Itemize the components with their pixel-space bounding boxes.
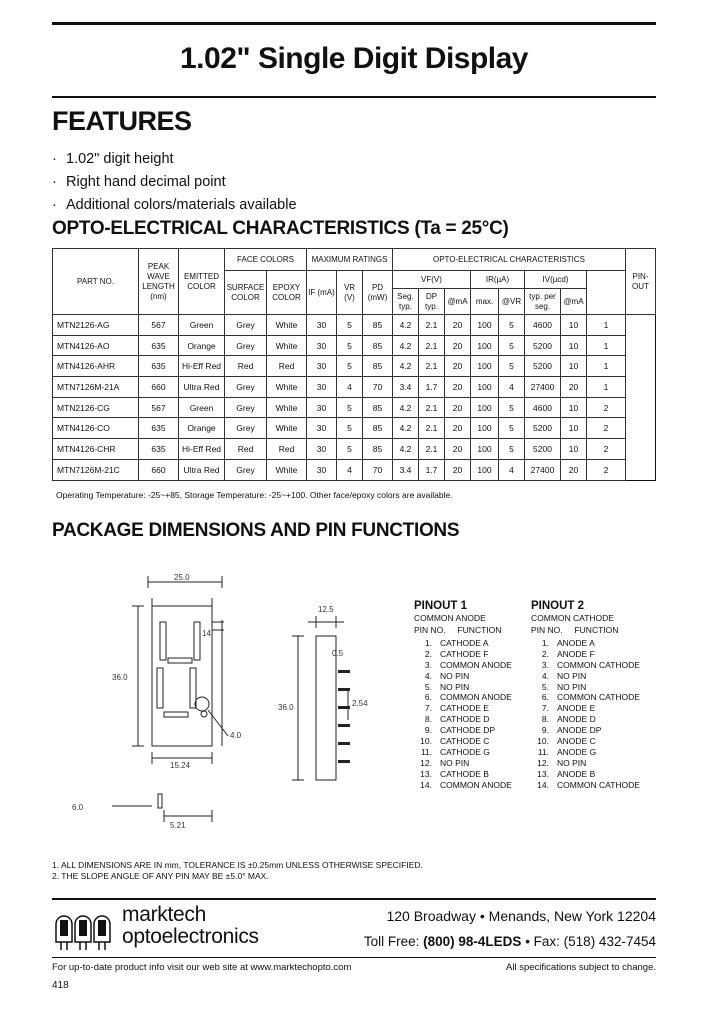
pin-number: 14. [420, 779, 432, 790]
table-cell: 4 [499, 377, 525, 398]
marktech-logo-icon [52, 906, 114, 950]
table-cell: 20 [445, 315, 471, 336]
table-cell: 2 [587, 439, 626, 460]
table-cell: Ultra Red [179, 377, 225, 398]
pin-number: 1. [424, 638, 432, 648]
top-rule [52, 22, 656, 25]
table-cell: 30 [307, 397, 337, 418]
table-cell: MTN4126-CHR [53, 439, 139, 460]
table-cell: 5 [499, 397, 525, 418]
table-row [53, 356, 656, 377]
pin-function: ANODE D [557, 714, 596, 725]
pin-number: 5. [424, 681, 432, 692]
brand-line-2: optoelectronics [122, 925, 259, 948]
table-cell: MTN4126-AO [53, 335, 139, 356]
col-at-vr: @VR [499, 289, 525, 315]
table-cell: 10 [561, 356, 587, 377]
pin-function: ANODE DP [557, 725, 602, 736]
table-cell: MTN2126-AG [53, 315, 139, 336]
pin-function: CATHODE A [440, 638, 489, 648]
feature-item: · 1.02" digit height [52, 148, 297, 171]
pin-item [414, 682, 512, 693]
table-cell: 2.1 [419, 315, 445, 336]
table-cell: MTN2126-CG [53, 397, 139, 418]
table-cell: 4 [337, 377, 363, 398]
dim-pin-row-label: 6.0 [72, 803, 84, 812]
operating-temperature-note: Operating Temperature: -25~+85, Storage Temperature: -25~+100. Other face/epoxy colors are available. [56, 490, 453, 500]
col-at-ma-iv: @mA [561, 289, 587, 315]
pin-function: ANODE C [557, 736, 596, 747]
table-cell: 30 [307, 315, 337, 336]
table-row [53, 439, 656, 460]
table-cell: 100 [471, 335, 499, 356]
col-at-ma: @mA [445, 289, 471, 315]
pin-function: ANODE F [557, 648, 595, 659]
pin-function: CATHODE B [440, 768, 489, 779]
table-cell: White [267, 315, 307, 336]
table-cell: 5 [337, 315, 363, 336]
table-cell: MTN4126-CO [53, 418, 139, 439]
table-cell: Hi-Eff Red [179, 439, 225, 460]
table-row [53, 418, 656, 439]
table-cell: 10 [561, 315, 587, 336]
col-vr: VR (V) [337, 271, 363, 315]
table-row [53, 459, 656, 480]
dim-height-label: 36.0 [112, 673, 128, 682]
pin-item [531, 725, 640, 736]
table-cell: Red [267, 439, 307, 460]
pin-function: COMMON ANODE [440, 692, 512, 703]
table-cell: 20 [445, 356, 471, 377]
pin-function: COMMON ANODE [440, 779, 512, 790]
pin-item [414, 758, 512, 769]
brand-line-1: marktech [122, 903, 206, 926]
pin-number: 6. [541, 692, 549, 703]
table-cell: 4.2 [393, 315, 419, 336]
table-cell: 635 [139, 418, 179, 439]
package-heading: PACKAGE DIMENSIONS AND PIN FUNCTIONS [52, 520, 460, 541]
footer-rule [52, 898, 656, 900]
table-cell: 5 [499, 418, 525, 439]
table-cell: 1 [587, 335, 626, 356]
table-cell: 100 [471, 418, 499, 439]
pin-number: 4. [424, 670, 432, 681]
table-cell: 30 [307, 439, 337, 460]
pin-item [531, 671, 640, 682]
dim-pin-label-14: 14 [202, 629, 211, 638]
pin-number: 10. [537, 736, 549, 747]
col-pd: PD (mW) [363, 271, 393, 315]
table-cell: White [267, 377, 307, 398]
pin-function: NO PIN [440, 757, 470, 768]
table-cell: 5 [337, 356, 363, 377]
table-cell: 4.2 [393, 335, 419, 356]
table-cell: 5200 [525, 335, 561, 356]
pin-number: 7. [541, 703, 549, 714]
col-dp-typ: DP typ. [419, 289, 445, 315]
package-drawing [52, 570, 372, 840]
dim-thickness-label: 12.5 [318, 605, 334, 614]
table-cell: 660 [139, 459, 179, 480]
table-cell: 10 [561, 439, 587, 460]
page-title: 1.02" Single Digit Display [180, 42, 528, 75]
pin-item [531, 758, 640, 769]
pin-item [531, 692, 640, 703]
pin-item [531, 736, 640, 747]
table-cell: 85 [363, 356, 393, 377]
table-cell: 20 [445, 418, 471, 439]
col-typ-per-seg: typ. per seg. [525, 289, 561, 315]
table-cell: 5 [499, 315, 525, 336]
table-row [53, 335, 656, 356]
table-cell: 2.1 [419, 397, 445, 418]
pin-number: 8. [424, 714, 432, 725]
table-cell: Grey [225, 315, 267, 336]
pin-function: ANODE B [557, 768, 596, 779]
table-cell: 70 [363, 377, 393, 398]
col-seg-typ: Seg. typ. [393, 289, 419, 315]
table-row [53, 377, 656, 398]
col-face-colors: FACE COLORS [225, 249, 307, 271]
pin-item [531, 638, 640, 649]
pin-number: 9. [424, 725, 432, 736]
pin-number: 12. [420, 757, 432, 768]
col-emitted-color: EMITTED COLOR [179, 249, 225, 315]
pin-number: 12. [537, 757, 549, 768]
pin-function: CATHODE DP [440, 725, 496, 736]
opto-heading: OPTO-ELECTRICAL CHARACTERISTICS (Ta = 25°C) [52, 218, 509, 239]
pin-item [531, 714, 640, 725]
table-cell: Orange [179, 418, 225, 439]
pin-item [414, 714, 512, 725]
table-cell: Grey [225, 335, 267, 356]
table-cell: 100 [471, 459, 499, 480]
pin-function: NO PIN [440, 670, 470, 681]
table-cell: 1.7 [419, 459, 445, 480]
table-cell: 4 [337, 459, 363, 480]
table-cell: 2 [587, 397, 626, 418]
pinout-1-columns [414, 624, 512, 636]
table-cell: 1.7 [419, 377, 445, 398]
table-cell: MTN7126M-21C [53, 459, 139, 480]
pin-item [531, 769, 640, 780]
pin-number: 11. [537, 746, 549, 757]
table-cell: 30 [307, 356, 337, 377]
pin-function: ANODE G [557, 746, 597, 757]
table-cell: 660 [139, 377, 179, 398]
pin-function: ANODE E [557, 703, 596, 714]
title-rule [52, 96, 656, 98]
pinout-2 [531, 600, 640, 790]
table-cell: 5 [499, 439, 525, 460]
pinout-1-title: PINOUT 1 [414, 600, 468, 612]
table-cell: MTN4126-AHR [53, 356, 139, 377]
table-cell: Green [179, 397, 225, 418]
pin-number: 6. [424, 692, 432, 703]
col-ir: IR(µA) [471, 271, 525, 289]
features-heading: FEATURES [52, 106, 192, 136]
pinout-2-subtitle: COMMON CATHODE [531, 613, 614, 623]
table-cell: 5 [499, 335, 525, 356]
table-cell: 5 [337, 418, 363, 439]
table-cell: 85 [363, 335, 393, 356]
table-cell: 100 [471, 377, 499, 398]
table-cell: 5 [337, 335, 363, 356]
dim-pitch-label: 2.54 [352, 699, 368, 708]
col-max-ratings: MAXIMUM RATINGS [307, 249, 393, 271]
table-cell: 635 [139, 356, 179, 377]
pin-number: 10. [420, 736, 432, 747]
pin-function: CATHODE D [440, 714, 490, 725]
table-cell: White [267, 335, 307, 356]
pin-item [414, 671, 512, 682]
table-cell: 4600 [525, 397, 561, 418]
table-cell: 5200 [525, 418, 561, 439]
pin-function: ANODE A [557, 638, 595, 648]
pin-function: CATHODE F [440, 648, 489, 659]
table-cell: 5 [337, 397, 363, 418]
pin-item [414, 780, 512, 791]
pin-function: COMMON CATHODE [557, 692, 640, 703]
pinout-1-list [414, 638, 512, 790]
website-note: For up-to-date product info visit our web site at www.marktechopto.com [52, 962, 352, 973]
table-cell: 85 [363, 418, 393, 439]
pin-item [531, 703, 640, 714]
col-part-no: PART NO. [53, 249, 139, 315]
table-cell: 4.2 [393, 356, 419, 377]
pin-item [531, 747, 640, 758]
table-cell: 100 [471, 439, 499, 460]
table-cell: 2.1 [419, 356, 445, 377]
table-cell: White [267, 418, 307, 439]
pin-number: 8. [541, 714, 549, 725]
pin-function: CATHODE E [440, 703, 489, 714]
col-ir-max: max. [471, 289, 499, 315]
pin-item [414, 747, 512, 758]
pin-function: COMMON CATHODE [557, 659, 640, 670]
pin-item [414, 660, 512, 671]
feature-item: · Right hand decimal point [52, 171, 297, 194]
pinout-2-columns [531, 624, 640, 636]
table-cell: 27400 [525, 377, 561, 398]
pinout-1 [414, 600, 512, 790]
table-cell: 20 [445, 459, 471, 480]
table-cell: 85 [363, 315, 393, 336]
dim-dp-label: 4.0 [230, 731, 242, 740]
table-cell: 10 [561, 397, 587, 418]
pin-function: COMMON ANODE [440, 659, 512, 670]
pin-function: NO PIN [557, 757, 587, 768]
pin-number: 7. [424, 703, 432, 714]
company-phone [364, 934, 656, 949]
pin-number: 14. [537, 779, 549, 790]
table-cell: 5 [337, 439, 363, 460]
pin-item [414, 736, 512, 747]
table-cell: White [267, 397, 307, 418]
table-cell: 2.1 [419, 418, 445, 439]
pinout-1-col-func: FUNCTION [457, 625, 502, 635]
table-cell: 30 [307, 335, 337, 356]
pin-number: 5. [541, 681, 549, 692]
pin-item [531, 780, 640, 791]
pin-number: 2. [424, 648, 432, 659]
col-iv: IV(µcd) [525, 271, 587, 289]
col-pinout: PIN-OUT [626, 249, 656, 315]
table-cell: Red [225, 356, 267, 377]
pin-number: 9. [541, 725, 549, 736]
table-cell: 567 [139, 315, 179, 336]
pin-item [414, 692, 512, 703]
table-cell: 4600 [525, 315, 561, 336]
pinout-2-col-pin: PIN NO. [531, 625, 563, 635]
pin-item [414, 769, 512, 780]
pin-function: NO PIN [440, 681, 470, 692]
fax-number: • Fax: (518) 432-7454 [525, 934, 656, 949]
pin-item [531, 649, 640, 660]
pin-function: CATHODE C [440, 736, 490, 747]
table-cell: 5200 [525, 356, 561, 377]
table-cell: Hi-Eff Red [179, 356, 225, 377]
table-cell: Green [179, 315, 225, 336]
pinout-1-subtitle: COMMON ANODE [414, 613, 486, 623]
brand-name [122, 904, 259, 948]
dim-pitch-total-label: 15.24 [170, 761, 191, 770]
table-cell: Red [225, 439, 267, 460]
disclaimer: All specifications subject to change. [506, 962, 656, 973]
table-cell: 5200 [525, 439, 561, 460]
company-address: 120 Broadway • Menands, New York 12204 [386, 908, 656, 924]
pin-item [414, 703, 512, 714]
pinout-2-list [531, 638, 640, 790]
table-cell: 10 [561, 335, 587, 356]
pin-number: 11. [420, 746, 432, 757]
col-opto-char: OPTO-ELECTRICAL CHARACTERISTICS [393, 249, 626, 271]
table-cell: 3.4 [393, 459, 419, 480]
table-cell: 4.2 [393, 439, 419, 460]
feature-item: · Additional colors/materials available [52, 194, 297, 217]
table-cell: 5 [499, 356, 525, 377]
dim-width-label: 25.0 [174, 573, 190, 582]
table-cell: 4.2 [393, 418, 419, 439]
pin-function: NO PIN [557, 670, 587, 681]
note-item: 1. ALL DIMENSIONS ARE IN mm, TOLERANCE IS ±0.25mm UNLESS OTHERWISE SPECIFIED. [52, 860, 423, 870]
table-cell: 20 [445, 397, 471, 418]
col-peak-wavelength: PEAK WAVE LENGTH (nm) [139, 249, 179, 315]
col-if: IF (mA) [307, 271, 337, 315]
table-cell: 100 [471, 356, 499, 377]
table-cell: 85 [363, 397, 393, 418]
table-cell: 1 [587, 315, 626, 336]
table-cell: 4.2 [393, 397, 419, 418]
table-cell: 1 [587, 356, 626, 377]
table-cell: Red [267, 356, 307, 377]
toll-free-label: Toll Free: [363, 934, 420, 949]
dim-side-height-label: 36.0 [278, 703, 294, 712]
table-cell: 635 [139, 335, 179, 356]
table-cell: 2 [587, 418, 626, 439]
note-item: 2. THE SLOPE ANGLE OF ANY PIN MAY BE ±5.0° MAX. [52, 871, 269, 881]
features-list [52, 148, 297, 217]
table-cell: 2.1 [419, 335, 445, 356]
table-cell: Grey [225, 397, 267, 418]
pinout-1-col-pin: PIN NO. [414, 625, 446, 635]
table-cell: 20 [445, 335, 471, 356]
pin-number: 13. [537, 768, 549, 779]
table-cell: 20 [445, 439, 471, 460]
col-vf: VF(V) [393, 271, 471, 289]
pin-item [414, 638, 512, 649]
dim-dp-spacing-label: 5.21 [170, 821, 186, 830]
table-cell: 635 [139, 439, 179, 460]
page-number: 418 [52, 980, 69, 991]
col-epoxy-color: EPOXY COLOR [267, 271, 307, 315]
pin-item [531, 660, 640, 671]
pin-function: COMMON CATHODE [557, 779, 640, 790]
pin-item [414, 725, 512, 736]
dim-seg-label: 0.5 [332, 649, 344, 658]
pinout-2-col-func: FUNCTION [574, 625, 619, 635]
table-cell: 100 [471, 315, 499, 336]
table-cell: Grey [225, 459, 267, 480]
table-cell: 30 [307, 377, 337, 398]
table-cell: 20 [445, 377, 471, 398]
table-cell: Grey [225, 418, 267, 439]
dimension-notes [52, 860, 423, 882]
table-cell: 27400 [525, 459, 561, 480]
pin-number: 4. [541, 670, 549, 681]
table-cell: 10 [561, 418, 587, 439]
pin-function: NO PIN [557, 681, 587, 692]
table-cell: 20 [561, 377, 587, 398]
table-cell: 85 [363, 439, 393, 460]
pin-number: 1. [541, 638, 549, 648]
table-cell: 1 [587, 377, 626, 398]
toll-free-number: (800) 98-4LEDS [423, 934, 522, 949]
table-cell: 4 [499, 459, 525, 480]
table-cell: 3.4 [393, 377, 419, 398]
pin-item [414, 649, 512, 660]
table-row [53, 315, 656, 336]
pin-number: 13. [420, 768, 432, 779]
table-cell: 20 [561, 459, 587, 480]
table-cell: Ultra Red [179, 459, 225, 480]
pin-function: CATHODE G [440, 746, 490, 757]
spec-table [52, 248, 656, 481]
table-cell: 2 [587, 459, 626, 480]
table-row [53, 397, 656, 418]
table-cell: Grey [225, 377, 267, 398]
pin-number: 2. [541, 648, 549, 659]
table-cell: MTN7126M-21A [53, 377, 139, 398]
table-cell: White [267, 459, 307, 480]
table-cell: 100 [471, 397, 499, 418]
col-surface-color: SURFACE COLOR [225, 271, 267, 315]
table-cell: Orange [179, 335, 225, 356]
pin-item [531, 682, 640, 693]
table-cell: 30 [307, 459, 337, 480]
pinout-2-title: PINOUT 2 [531, 600, 585, 612]
table-cell: 567 [139, 397, 179, 418]
pin-number: 3. [541, 659, 549, 670]
table-cell: 70 [363, 459, 393, 480]
table-cell: 2.1 [419, 439, 445, 460]
bottom-rule [52, 957, 656, 958]
pin-number: 3. [424, 659, 432, 670]
table-cell: 30 [307, 418, 337, 439]
